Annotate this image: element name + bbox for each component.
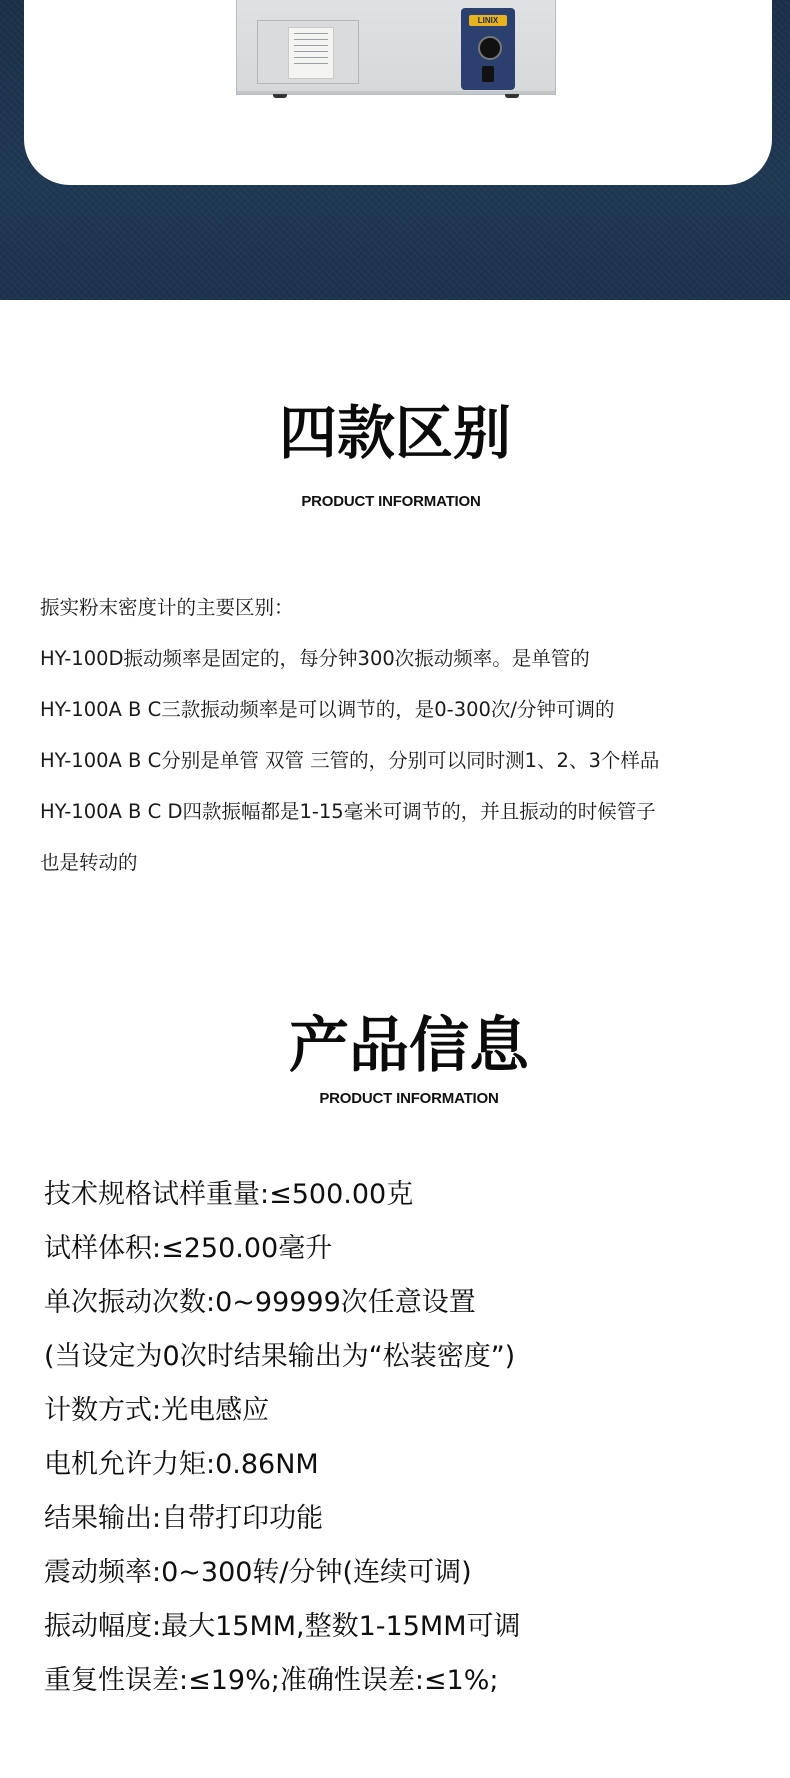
- difference-description: [40, 588, 760, 894]
- speed-knob-icon: [478, 36, 502, 60]
- spec-item: 电机允许力矩:0.86NM: [44, 1449, 319, 1480]
- product-section-subtitle: PRODUCT INFORMATION: [319, 1090, 499, 1107]
- spec-item: 单次振动次数:0~99999次任意设置: [44, 1287, 476, 1318]
- difference-line: HY-100D振动频率是固定的，每分钟300次振动频率。是单管的: [40, 647, 590, 670]
- difference-line: 振实粉末密度计的主要区别：: [40, 596, 294, 619]
- printer-slot: [257, 20, 359, 84]
- product-section-title: 产品信息: [289, 1011, 529, 1081]
- hero-banner: [0, 0, 790, 300]
- spec-item: 试样体积:≤250.00毫升: [44, 1233, 333, 1264]
- spec-item: 震动频率:0~300转/分钟(连续可调): [44, 1557, 472, 1588]
- product-image-card: [24, 0, 772, 185]
- difference-line: HY-100A B C三款振动频率是可以调节的，是0-300次/分钟可调的: [40, 698, 615, 721]
- difference-section-title: 四款区别: [278, 399, 511, 467]
- spec-item: 技术规格试样重量:≤500.00克: [44, 1179, 414, 1210]
- spec-item: 结果输出:自带打印功能: [44, 1503, 324, 1534]
- difference-line: HY-100A B C D四款振幅都是1-15毫米可调节的，并且振动的时候管子: [40, 800, 656, 823]
- spec-item: 振动幅度:最大15MM,整数1-15MM可调: [44, 1611, 521, 1642]
- spec-item: 重复性误差:≤19%;准确性误差:≤1%;: [44, 1665, 499, 1696]
- difference-line: 也是转动的: [40, 851, 138, 874]
- difference-section-subtitle: PRODUCT INFORMATION: [301, 493, 481, 510]
- spec-item: (当设定为0次时结果输出为“松装密度”): [44, 1341, 516, 1372]
- spec-item: 计数方式:光电感应: [44, 1395, 270, 1426]
- motor-controller: [461, 8, 515, 90]
- brand-logo: LINIX: [469, 15, 507, 26]
- powder-density-tester-image: [236, 0, 556, 95]
- product-spec-list: [44, 1172, 764, 1712]
- receipt-paper: [288, 27, 334, 79]
- power-switch-icon: [482, 66, 494, 82]
- difference-line: HY-100A B C分别是单管 双管 三管的，分别可以同时测1、2、3个样品: [40, 749, 660, 772]
